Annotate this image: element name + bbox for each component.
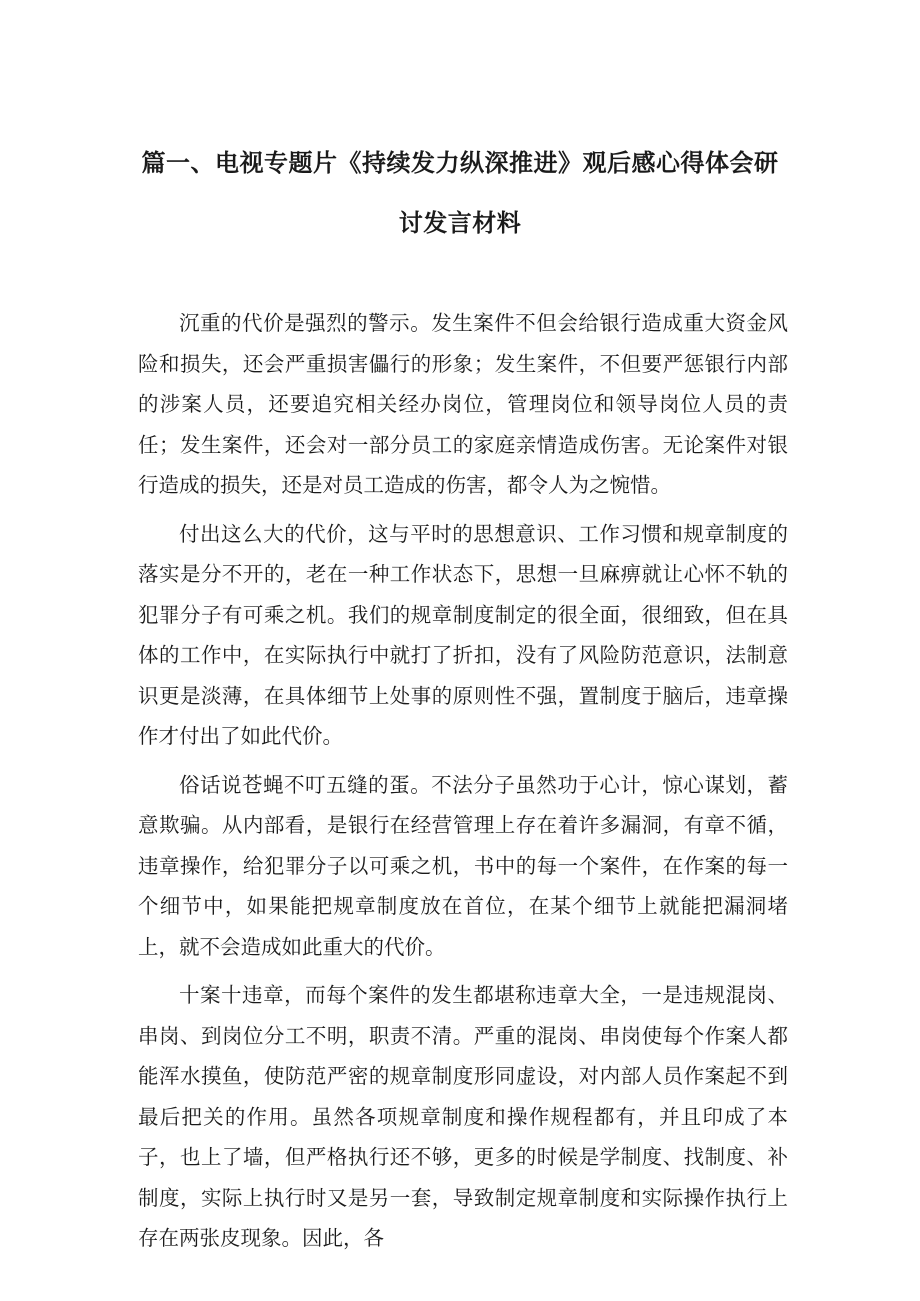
document-title-line-2: 讨发言材料 [398,209,522,237]
document-title-line-1: 篇一、电视专题片《持续发力纵深推进》观后感心得体会研 [141,149,779,177]
paragraph-2: 付出这么大的代价，这与平时的思想意识、工作习惯和规章制度的落实是分不开的，老在一种工作状态下，思想一旦麻痹就让心怀不轨的犯罪分子有可乘之机。我们的规章制度制定的很全面，很细致，但在具体的工作中，在实际执行中就打了折扣，没有了风险防范意识，法制意识更是淡薄，在具体细节上处事的原则性不强，置制度于脑后，违章操作才付出了如此代价。 [138,521,788,748]
paragraph-1: 沉重的代价是强烈的警示。发生案件不但会给银行造成重大资金风险和损失，还会严重损害儡行的形象；发生案件，不但要严惩银行内部的涉案人员，还要追究相关经办岗位，管理岗位和领导岗位人员的责任；发生案件，还会对一部分员工的家庭亲情造成伤害。无论案件对银行造成的损失，还是对员工造成的伤害，都令人为之惋惜。 [138,311,788,497]
document-body [138,303,788,1259]
paragraph-4: 十案十违章，而每个案件的发生都堪称违章大全，一是违规混岗、串岗、到岗位分工不明，职责不清。严重的混岗、串岗使每个作案人都能浑水摸鱼，使防范严密的规章制度形同虚设，对内部人员作案起不到最后把关的作用。虽然各项规章制度和操作规程都有，并且印成了本子，也上了墙，但严格执行还不够，更多的时候是学制度、找制度、补制度，实际上执行时又是另一套，导致制定规章制度和实际操作执行上存在两张皮现象。因此，各 [138,983,788,1250]
paragraph-3: 俗话说苍蝇不叮五缝的蛋。不法分子虽然功于心计，惊心谋划，蓄意欺骗。从内部看，是银行在经营管理上存在着许多漏洞，有章不循，违章操作，给犯罪分子以可乘之机，书中的每一个案件，在作案的每一个细节中，如果能把规章制度放在首位，在某个细节上就能把漏洞堵上，就不会造成如此重大的代价。 [138,772,788,959]
